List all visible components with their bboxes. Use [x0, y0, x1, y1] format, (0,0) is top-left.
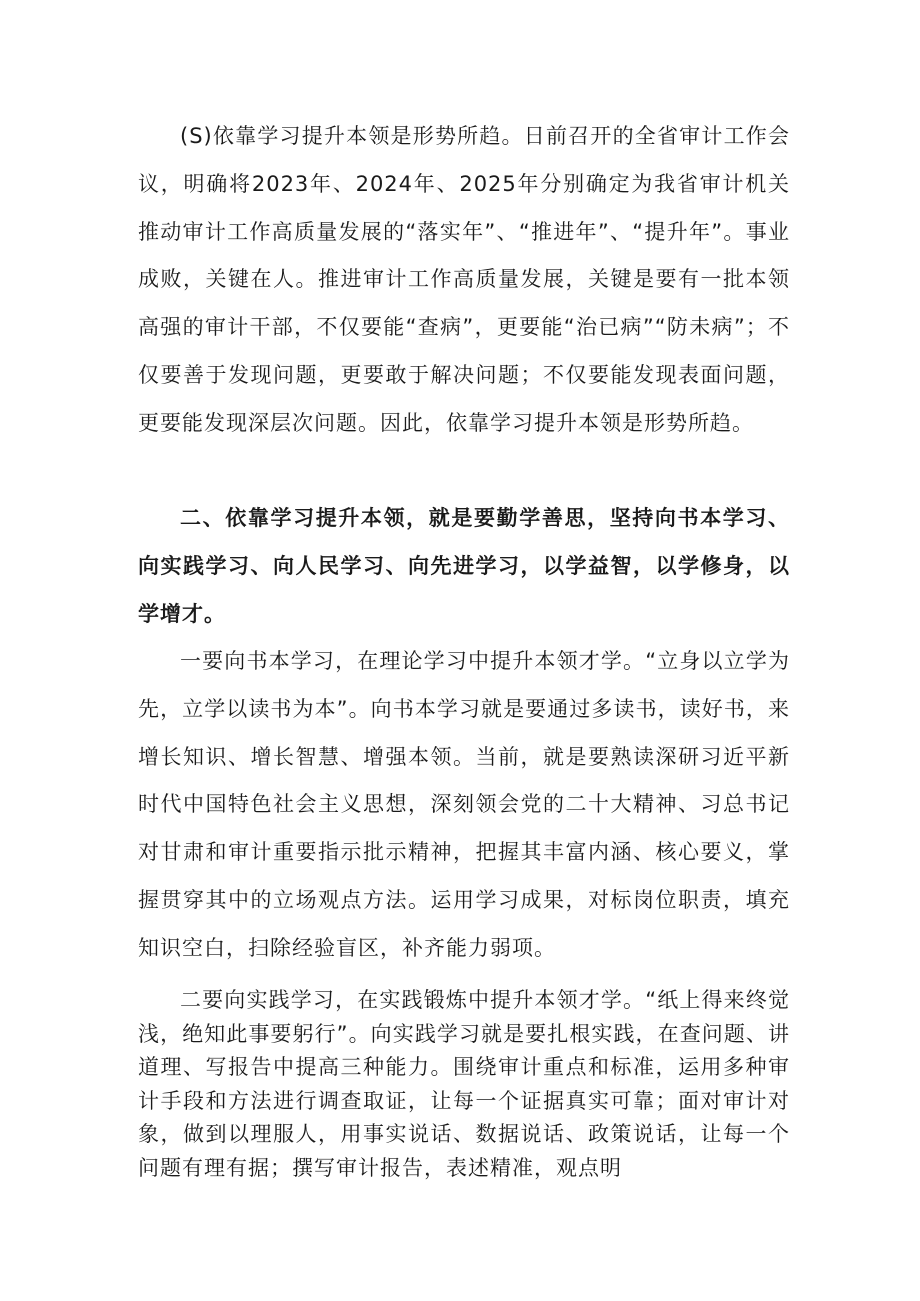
paragraph-learn-from-books: 一要向书本学习，在理论学习中提升本领才学。“立身以立学为先，立学以读书为本”。向书本学习就是要通过多读书，读好书，来增长知识、增长智慧、增强本领。当前，就是要熟读深研习近平新时代中国特色社会主义思想，深刻领会党的二十大精神、习总书记对甘肃和审计重要指示批示精神，把握其丰富内涵、核心要义，掌握贯穿其中的立场观点方法。运用学习成果，对标岗位职责，填充知识空白，扫除经验盲区，补齐能力弱项。: [138, 649, 790, 960]
section-heading-two: 二、依靠学习提升本领，就是要勤学善思，坚持向书本学习、向实践学习、向人民学习、向先进学习，以学益智，以学修身，以学增才。: [138, 506, 790, 626]
paragraph-learn-from-practice: 二要向实践学习，在实践锻炼中提升本领才学。“纸上得来终觉浅，绝知此事要躬行”。向实践学习就是要扎根实践，在查问题、讲道理、写报告中提高三种能力。围绕审计重点和标准，运用多种审计手段和方法进行调查取证，让每一个证据真实可靠；面对审计对象，做到以理服人，用事实说话、数据说话、政策说话，让每一个问题有理有据；撰写审计报告，表述精准，观点明: [138, 988, 790, 1180]
paragraph-situation: (S)依靠学习提升本领是形势所趋。日前召开的全省审计工作会议，明确将2023年、2024年、2025年分别确定为我省审计机关推动审计工作高质量发展的“落实年”、“推进年”、“提升年”。事业成败，关键在人。推进审计工作高质量发展，关键是要有一批本领高强的审计干部，不仅要能“查病”，更要能“治已病”“防未病”；不仅要善于发现问题，更要敢于解决问题；不仅要能发现表面问题，更要能发现深层次问题。因此，依靠学习提升本领是形势所趋。: [138, 124, 790, 435]
